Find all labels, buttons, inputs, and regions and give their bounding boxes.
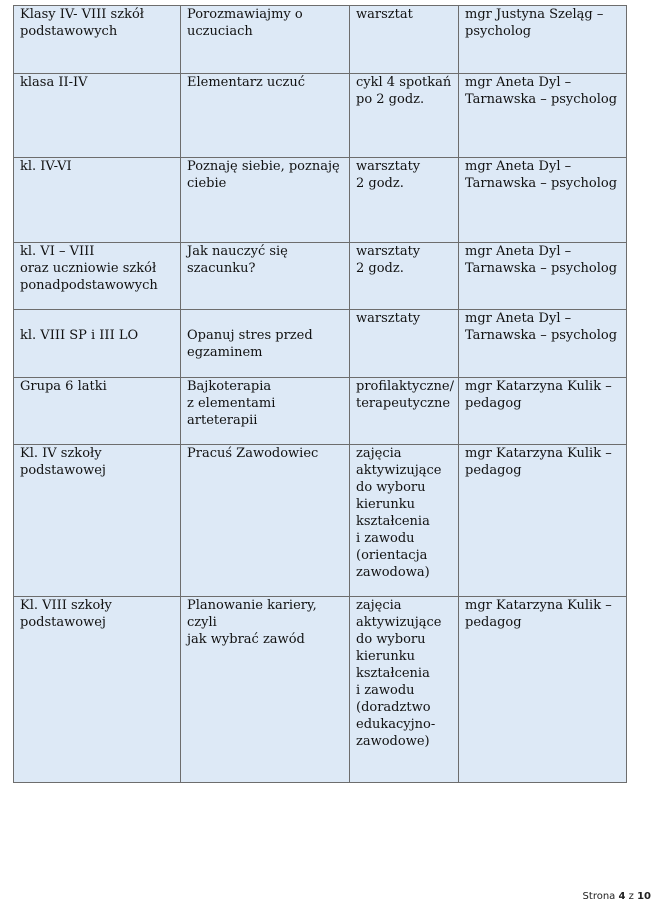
topic-text: Planowanie kariery, czyli jak wybrać zawód (187, 598, 317, 647)
cell-group (14, 378, 181, 445)
cell-topic (181, 310, 350, 378)
cell-leader (459, 158, 627, 243)
form-text: warsztat (356, 7, 413, 22)
cell-topic (181, 158, 350, 243)
table-row (14, 158, 627, 243)
cell-group (14, 310, 181, 378)
topic-text: Jak nauczyć się szacunku? (187, 244, 288, 276)
cell-leader (459, 597, 627, 783)
cell-leader (459, 6, 627, 74)
form-text: warsztaty (356, 311, 421, 326)
form-text: warsztaty 2 godz. (356, 159, 421, 191)
cell-form (350, 310, 459, 378)
table-row (14, 310, 627, 378)
leader-text: mgr Katarzyna Kulik – pedagog (465, 379, 612, 411)
topic-text: Opanuj stres przed egzaminem (187, 328, 313, 360)
leader-text: mgr Aneta Dyl – Tarnawska – psycholog (465, 311, 618, 343)
leader-text: mgr Justyna Szeląg – psycholog (465, 7, 604, 39)
group-text: Klasy IV- VIII szkół podstawowych (20, 7, 144, 39)
topic-text: Pracuś Zawodowiec (187, 446, 319, 461)
cell-topic (181, 6, 350, 74)
cell-leader (459, 445, 627, 597)
group-text: Kl. VIII szkoły podstawowej (20, 598, 112, 630)
workshop-table (13, 5, 627, 783)
footer-prefix: Strona (582, 891, 616, 902)
table-row (14, 445, 627, 597)
cell-group (14, 74, 181, 158)
cell-group (14, 597, 181, 783)
form-text: zajęcia aktywizujące do wyboru kierunku kształcenia i zawodu (doradztwo edukacyjno- zawodowe) (356, 598, 442, 749)
leader-text: mgr Aneta Dyl – Tarnawska – psycholog (465, 159, 618, 191)
group-text: kl. VI – VIII oraz uczniowie szkół ponadpodstawowych (20, 244, 158, 293)
cell-group (14, 6, 181, 74)
form-text: cykl 4 spotkań po 2 godz. (356, 75, 452, 107)
group-text: kl. VIII SP i III LO (20, 328, 139, 343)
cell-group (14, 243, 181, 310)
topic-text: Elementarz uczuć (187, 75, 306, 90)
cell-form (350, 243, 459, 310)
cell-topic (181, 74, 350, 158)
cell-leader (459, 243, 627, 310)
group-text: Grupa 6 latki (20, 379, 107, 394)
leader-text: mgr Aneta Dyl – Tarnawska – psycholog (465, 244, 618, 276)
cell-topic (181, 243, 350, 310)
form-text: profilaktyczne/ terapeutyczne (356, 379, 454, 411)
cell-leader (459, 378, 627, 445)
current-page: 4 (618, 891, 626, 902)
cell-leader (459, 310, 627, 378)
cell-form (350, 378, 459, 445)
cell-form (350, 597, 459, 783)
cell-topic (181, 445, 350, 597)
cell-form (350, 158, 459, 243)
cell-form (350, 6, 459, 74)
total-pages: 10 (637, 891, 651, 902)
form-text: zajęcia aktywizujące do wyboru kierunku kształcenia i zawodu (orientacja zawodowa) (356, 446, 442, 580)
cell-form (350, 445, 459, 597)
page-number-footer (583, 891, 651, 902)
topic-text: Poznaję siebie, poznaję ciebie (187, 159, 340, 191)
topic-text: Bajkoterapia z elementami arteterapii (187, 379, 276, 428)
cell-group (14, 158, 181, 243)
cell-form (350, 74, 459, 158)
form-text: warsztaty 2 godz. (356, 244, 421, 276)
leader-text: mgr Katarzyna Kulik – pedagog (465, 446, 612, 478)
cell-topic (181, 378, 350, 445)
cell-group (14, 445, 181, 597)
group-text: kl. IV-VI (20, 159, 72, 174)
table-row (14, 243, 627, 310)
table-row (14, 378, 627, 445)
leader-text: mgr Katarzyna Kulik – pedagog (465, 598, 612, 630)
cell-leader (459, 74, 627, 158)
topic-text: Porozmawiajmy o uczuciach (187, 7, 303, 39)
table-row (14, 6, 627, 74)
group-text: Kl. IV szkoły podstawowej (20, 446, 106, 478)
group-text: klasa II-IV (20, 75, 88, 90)
table-row (14, 597, 627, 783)
footer-separator: z (628, 891, 634, 902)
leader-text: mgr Aneta Dyl – Tarnawska – psycholog (465, 75, 618, 107)
cell-topic (181, 597, 350, 783)
table-row (14, 74, 627, 158)
